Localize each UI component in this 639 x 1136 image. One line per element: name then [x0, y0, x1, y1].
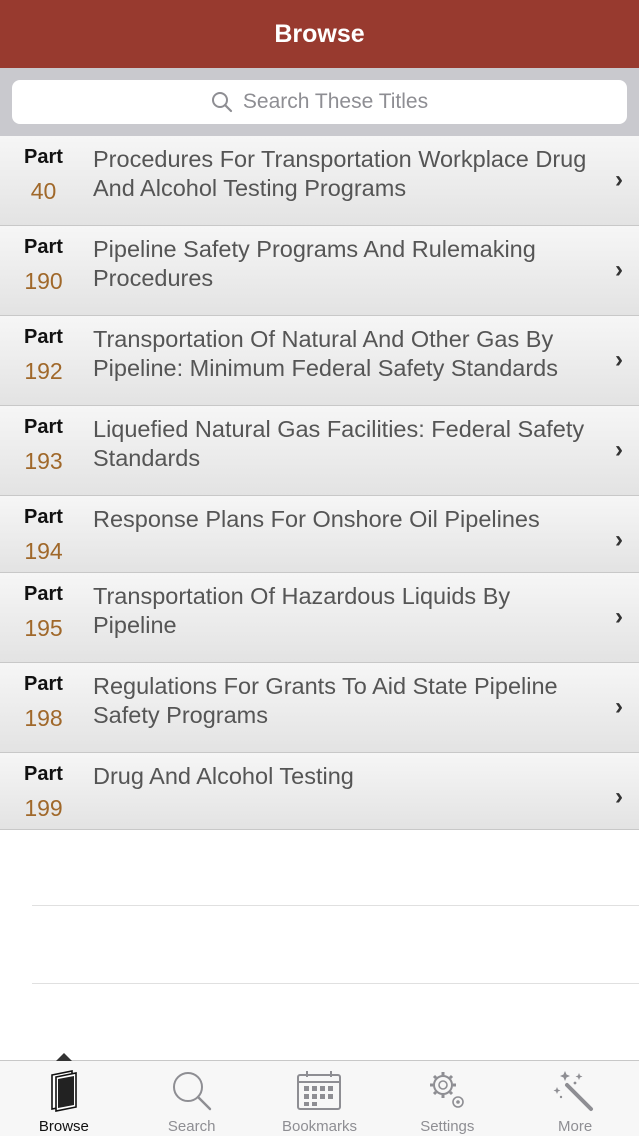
part-number: 190	[24, 268, 63, 294]
list-item[interactable]	[0, 406, 639, 496]
part-label: Part	[24, 236, 63, 258]
part-title: Transportation Of Hazardous Liquids By Pipeline	[93, 583, 511, 638]
tab-bookmarks[interactable]	[256, 1061, 384, 1136]
part-label: Part	[24, 583, 63, 605]
chevron-right-icon: ›	[615, 166, 623, 193]
part-label: Part	[24, 763, 63, 785]
part-number: 192	[24, 358, 63, 384]
search-input[interactable]	[12, 80, 627, 124]
list-item[interactable]	[0, 136, 639, 226]
tab-label: Search	[167, 1118, 216, 1135]
tab-settings[interactable]	[383, 1061, 511, 1136]
calendar-icon	[295, 1067, 343, 1113]
part-title: Response Plans For Onshore Oil Pipelines	[93, 506, 540, 532]
part-title: Liquefied Natural Gas Facilities: Federal Safety Standards	[93, 416, 585, 471]
tab-search[interactable]	[128, 1061, 256, 1136]
search-icon	[211, 91, 233, 113]
tab-more[interactable]	[511, 1061, 639, 1136]
tab-label: More	[557, 1118, 593, 1135]
nav-bar	[0, 0, 639, 68]
chevron-right-icon: ›	[615, 256, 623, 283]
chevron-right-icon: ›	[615, 346, 623, 373]
list-item[interactable]	[0, 226, 639, 316]
search-bar	[0, 68, 639, 136]
part-number: 194	[24, 538, 63, 564]
part-title: Regulations For Grants To Aid State Pipeline Safety Programs	[93, 673, 558, 728]
page-title: Browse	[274, 19, 365, 48]
chevron-right-icon: ›	[615, 436, 623, 463]
search-icon	[168, 1067, 216, 1113]
tab-label: Bookmarks	[281, 1118, 357, 1135]
part-title: Transportation Of Natural And Other Gas By Pipeline: Minimum Federal Safety Standards	[93, 326, 558, 381]
part-number: 195	[24, 615, 63, 641]
part-label: Part	[24, 326, 63, 348]
active-tab-indicator	[56, 1053, 72, 1061]
list-item[interactable]	[0, 496, 639, 573]
tab-bar	[0, 1060, 639, 1136]
part-label: Part	[24, 146, 63, 168]
list-item[interactable]	[0, 316, 639, 406]
book-icon	[44, 1067, 84, 1113]
search-placeholder: Search These Titles	[242, 90, 429, 113]
part-number: 40	[30, 178, 57, 204]
tab-label: Browse	[38, 1118, 89, 1135]
tab-browse[interactable]	[0, 1061, 128, 1136]
part-label: Part	[24, 416, 63, 438]
chevron-right-icon: ›	[615, 693, 623, 720]
part-number: 193	[24, 448, 63, 474]
tab-label: Settings	[420, 1118, 475, 1135]
parts-list	[0, 136, 639, 830]
part-label: Part	[24, 506, 63, 528]
part-number: 198	[24, 705, 63, 731]
empty-row-separator	[32, 983, 639, 984]
list-item[interactable]	[0, 573, 639, 663]
part-title: Drug And Alcohol Testing	[93, 763, 354, 789]
chevron-right-icon: ›	[615, 603, 623, 630]
part-number: 199	[24, 795, 63, 821]
list-item[interactable]	[0, 663, 639, 753]
list-item[interactable]	[0, 753, 639, 830]
gear-icon	[423, 1067, 471, 1113]
part-label: Part	[24, 673, 63, 695]
empty-row-separator	[32, 905, 639, 906]
part-title: Procedures For Transportation Workplace Drug And Alcohol Testing Programs	[93, 146, 587, 201]
chevron-right-icon: ›	[615, 526, 623, 553]
part-title: Pipeline Safety Programs And Rulemaking Procedures	[93, 236, 536, 291]
chevron-right-icon: ›	[615, 783, 623, 810]
magic-wand-icon	[551, 1067, 599, 1113]
